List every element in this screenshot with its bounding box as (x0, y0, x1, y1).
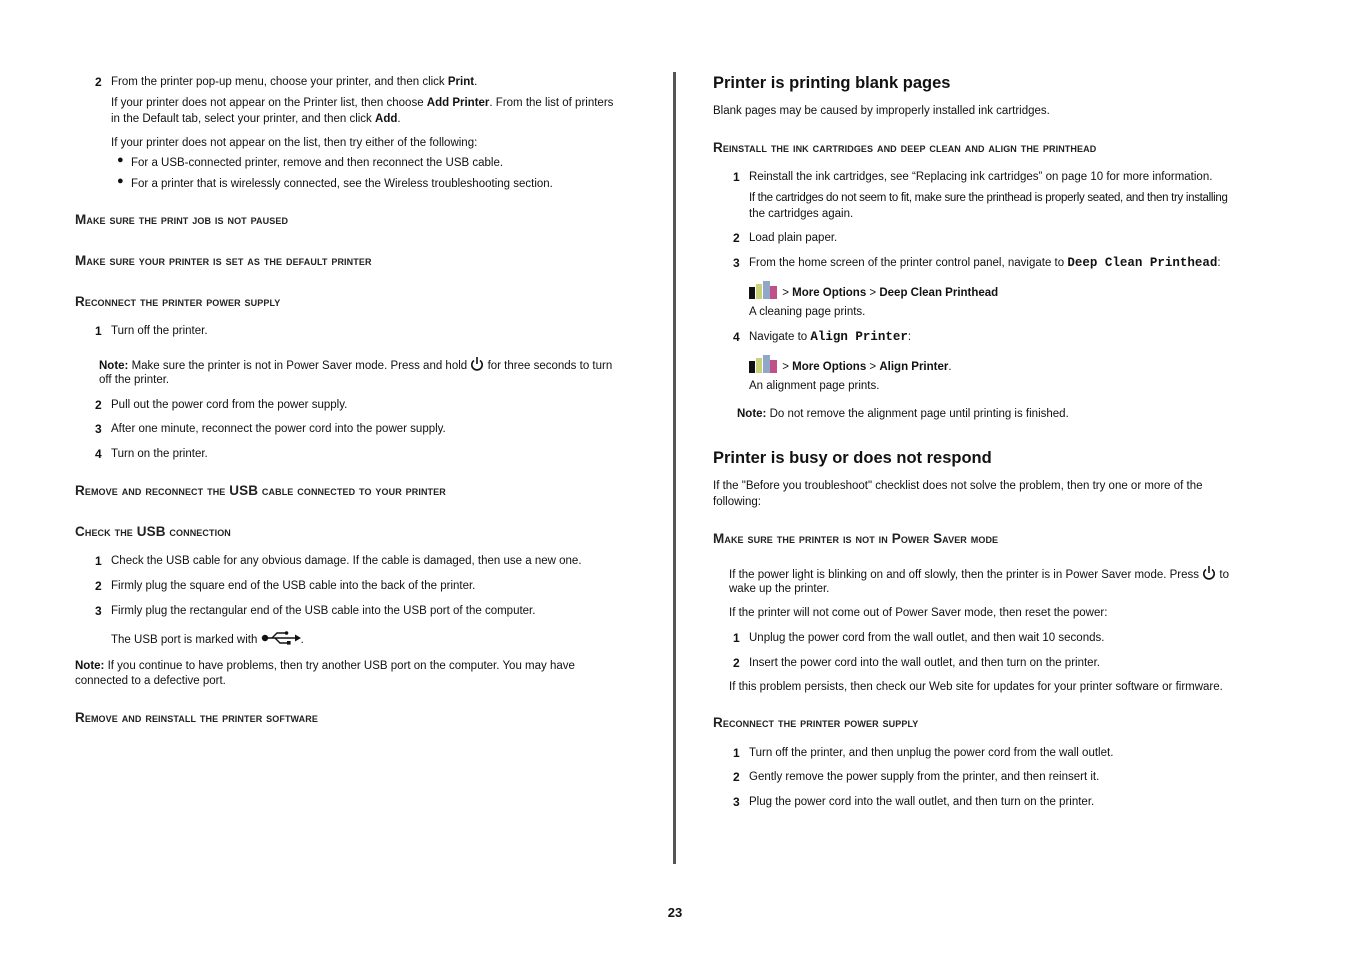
ink-cartridges-icon (749, 355, 779, 373)
note-label: Note: (75, 660, 105, 672)
paragraph-part: . From the list of printers (489, 97, 614, 109)
usb-port-label: The USB port is marked with (111, 634, 261, 646)
note-label: Note: (737, 408, 767, 420)
menu-separator: > (779, 361, 793, 373)
result-text: An alignment page prints. (749, 380, 880, 392)
power-icon (1202, 565, 1216, 581)
print-command: Print (447, 76, 475, 88)
section-heading: Check the USB connection (75, 524, 231, 539)
step-text: Turn on the printer. (111, 448, 208, 460)
step-text: Turn off the printer. (111, 325, 208, 337)
section-heading: Reconnect the printer power supply (75, 294, 281, 309)
step-number: 1 (733, 631, 740, 645)
step-text (749, 329, 911, 345)
section-heading: Make sure your printer is set as the default printer (75, 253, 372, 268)
menu-path-code: Deep Clean Printhead (1067, 256, 1218, 270)
step-number: 2 (95, 579, 102, 593)
note (99, 356, 612, 374)
note-text: off the printer. (99, 374, 170, 386)
step-text: Load plain paper. (749, 232, 838, 244)
usb-icon (261, 630, 301, 646)
menu-separator: . (948, 361, 952, 373)
section-title: Printer is busy or does not respond (713, 449, 992, 467)
add-command: Add (375, 113, 398, 125)
menu-separator: > (779, 287, 793, 299)
menu-separator: > (866, 287, 880, 299)
paragraph: If this problem persists, then check our Web site for updates for your printer software or firmware. (729, 681, 1223, 693)
step-text-part: Navigate to (749, 331, 811, 343)
step-text-part: From the printer pop-up menu, choose your printer, and then click (111, 76, 448, 88)
note-text: If you continue to have problems, then try another USB port on the computer. You may have (104, 660, 575, 672)
menu-item-more-options: More Options (792, 287, 867, 299)
menu-item-more-options: More Options (792, 361, 867, 373)
paragraph-part: in the Default tab, select your printer, and then click (111, 113, 376, 125)
section-heading: Remove and reinstall the printer software (75, 710, 318, 725)
step-text: Firmly plug the square end of the USB cable into the back of the printer. (111, 580, 476, 592)
bullet-icon: ● (117, 154, 124, 166)
step-text-part: : (1217, 257, 1221, 269)
bullet-text: For a USB-connected printer, remove and then reconnect the USB cable. (131, 157, 504, 169)
step-text: Plug the power cord into the wall outlet, and then turn on the printer. (749, 796, 1095, 808)
section-heading: Make sure the print job is not paused (75, 212, 289, 227)
step-text: Turn off the printer, and then unplug the power cord from the wall outlet. (749, 747, 1114, 759)
ink-cartridges-icon (749, 281, 779, 299)
step-text: Gently remove the power supply from the printer, and then reinsert it. (749, 771, 1100, 783)
step-number: 2 (733, 656, 740, 670)
step-number: 3 (95, 604, 102, 618)
note (75, 658, 575, 674)
step-text: After one minute, reconnect the power cord into the power supply. (111, 423, 446, 435)
step-text-part: From the home screen of the printer control panel, navigate to (749, 257, 1068, 269)
section-heading: Reconnect the printer power supply (713, 715, 919, 730)
step-text: Reinstall the ink cartridges, see “Replacing ink cartridges” on page 10 for more information. (749, 171, 1213, 183)
paragraph-part: If your printer does not appear on the Printer list, then choose (111, 97, 427, 109)
step-text: Unplug the power cord from the wall outlet, and then wait 10 seconds. (749, 632, 1105, 644)
menu-path (749, 355, 952, 375)
section-heading: Remove and reconnect the USB cable connected to your printer (75, 483, 446, 498)
step-number: 1 (733, 170, 740, 184)
step-number: 3 (733, 795, 740, 809)
step-text-part: . (474, 76, 478, 88)
paragraph: Blank pages may be caused by improperly installed ink cartridges. (713, 105, 1050, 117)
paragraph (111, 111, 401, 127)
paragraph: the cartridges again. (749, 208, 854, 220)
usb-port-label-end: . (300, 634, 304, 646)
paragraph-part: . (397, 113, 401, 125)
note (737, 406, 1069, 422)
paragraph-part: If the power light is blinking on and off slowly, then the printer is in Power Saver mode. Press (729, 569, 1203, 581)
step-number: 1 (733, 746, 740, 760)
paragraph (111, 95, 613, 111)
step-text (111, 74, 477, 90)
step-number: 2 (95, 398, 102, 412)
menu-path (749, 281, 998, 301)
add-printer-command: Add Printer (426, 97, 490, 109)
menu-path-code: Align Printer (810, 330, 908, 344)
menu-item-align-printer: Align Printer (879, 361, 949, 373)
bullet-text: For a printer that is wirelessly connected, see the Wireless troubleshooting section. (131, 178, 553, 190)
usb-port-text (111, 630, 304, 648)
step-text (749, 255, 1221, 271)
section-title: Printer is printing blank pages (713, 74, 951, 92)
step-text: Check the USB cable for any obvious damage. If the cable is damaged, then use a new one. (111, 555, 582, 567)
step-text: Pull out the power cord from the power supply. (111, 399, 348, 411)
step-number: 1 (95, 554, 102, 568)
section-heading: Make sure the printer is not in Power Saver mode (713, 531, 999, 546)
paragraph-part: to (1216, 569, 1230, 581)
paragraph: wake up the printer. (729, 583, 830, 595)
step-number: 4 (733, 330, 740, 344)
paragraph: If the "Before you troubleshoot" checklist does not solve the problem, then try one or more of the (713, 480, 1203, 492)
step-text-part: : (907, 331, 912, 343)
menu-separator: > (866, 361, 880, 373)
paragraph: If the cartridges do not seem to fit, make sure the printhead is properly seated, and then try installing (749, 192, 1228, 204)
step-number: 2 (733, 231, 740, 245)
note-label: Note: (99, 360, 129, 372)
step-number: 1 (95, 324, 102, 338)
menu-item-deep-clean: Deep Clean Printhead (879, 287, 999, 299)
step-number: 3 (733, 256, 740, 270)
power-icon (470, 356, 484, 372)
section-heading: Reinstall the ink cartridges and deep clean and align the printhead (713, 140, 1097, 155)
note-text: connected to a defective port. (75, 675, 226, 687)
step-number: 4 (95, 447, 102, 461)
paragraph: If your printer does not appear on the list, then try either of the following: (111, 137, 478, 149)
step-text: Firmly plug the rectangular end of the USB cable into the USB port of the computer. (111, 605, 536, 617)
bullet-icon: ● (117, 175, 124, 187)
step-number: 2 (733, 770, 740, 784)
column-divider (673, 72, 676, 864)
note-text: for three seconds to turn (484, 360, 613, 372)
page-number: 23 (667, 905, 683, 920)
note-text: Make sure the printer is not in Power Saver mode. Press and hold (128, 360, 471, 372)
step-text: Insert the power cord into the wall outlet, and then turn on the printer. (749, 657, 1100, 669)
paragraph: following: (713, 496, 761, 508)
step-number: 2 (95, 75, 102, 89)
note-text: Do not remove the alignment page until printing is finished. (766, 408, 1069, 420)
result-text: A cleaning page prints. (749, 306, 866, 318)
paragraph: If the printer will not come out of Power Saver mode, then reset the power: (729, 607, 1108, 619)
step-number: 3 (95, 422, 102, 436)
